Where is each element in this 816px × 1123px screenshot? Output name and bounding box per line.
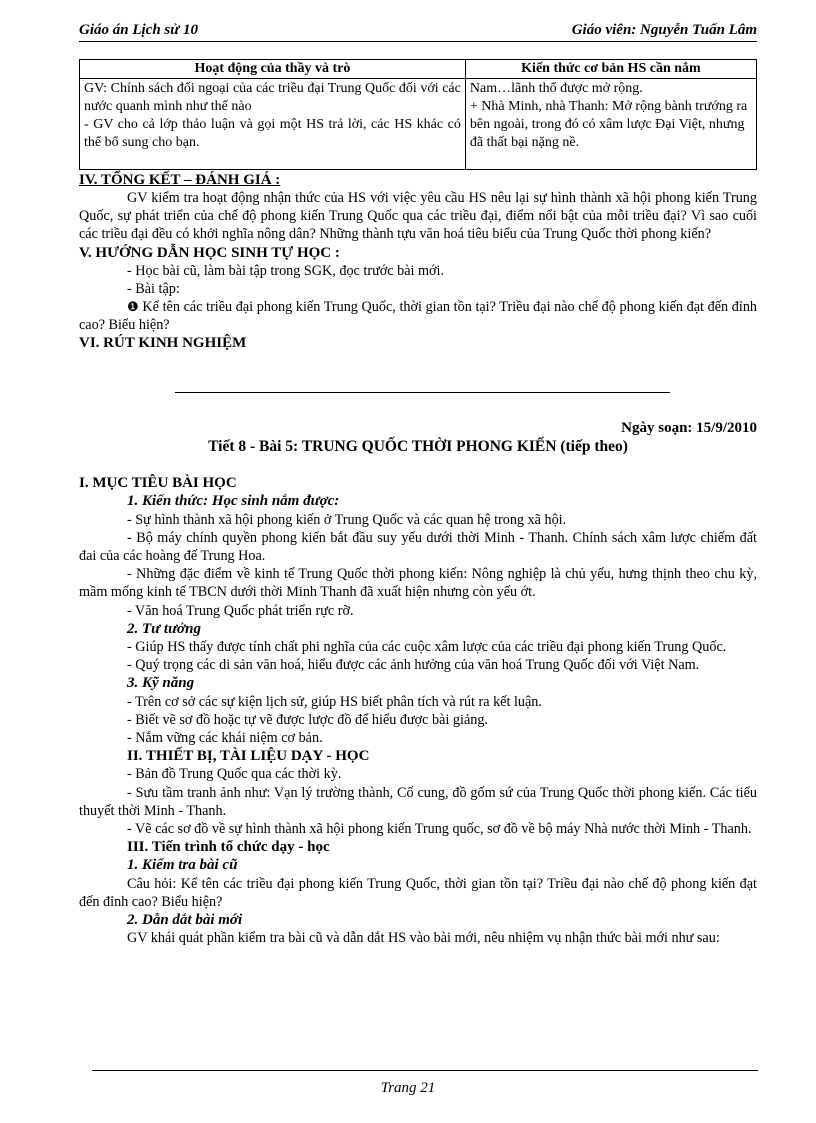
list-item: - Biết vẽ sơ đồ hoặc tự vẽ được lược đồ để hiểu được bài giảng. xyxy=(127,711,488,728)
list-item: - Quý trọng các di sản văn hoá, hiểu được các ảnh hưởng của văn hoá Trung Quốc đối với Việt Nam. xyxy=(127,657,700,674)
table-line: GV: Chính sách đối ngoại của các triều đại Trung Quốc đối với các nước quanh mình như thế nào xyxy=(84,81,461,114)
list-item: - Trên cơ sở các sự kiện lịch sử, giúp HS biết phân tích và rút ra kết luận. xyxy=(127,693,542,710)
lesson-title: Tiết 8 - Bài 5: TRUNG QUỐC THỜI PHONG KIẾN (tiếp theo) xyxy=(208,438,628,456)
table-line: - GV cho cả lớp thảo luận và gọi một HS trả lời, các HS khác có thể bổ sung cho bạn. xyxy=(84,117,461,150)
page-number: Trang 21 xyxy=(380,1080,436,1096)
list-item: - Vẽ các sơ đồ về sự hình thành xã hội phong kiến Trung quốc, sơ đồ về bộ máy Nhà nước thời Minh - Thanh. xyxy=(127,821,752,838)
page-header xyxy=(79,22,757,42)
list-item xyxy=(79,298,757,334)
exercise-text: Kể tên các triều đại phong kiến Trung Quốc, thời gian tồn tại? Triều đại nào chế độ phong kiến đạt đến đỉnh cao? Biểu hiện? xyxy=(79,299,758,334)
list-item: - Những đặc điểm về kinh tế Trung Quốc thời phong kiến: Nông nghiệp là chủ yếu, hưng thịnh theo chu kỳ, mầm mống kinh tế TBCN dưới thời Minh Thanh đã xuất hiện nhưng còn yếu ớt. xyxy=(79,566,757,601)
activity-table xyxy=(79,59,757,170)
list-item: - Sưu tầm tranh ảnh như: Vạn lý trường thành, Cố cung, đồ gốm sứ của Trung Quốc thời phong kiến. Các tiểu thuyết thời Minh - Thanh. xyxy=(79,784,757,819)
table-cell-knowledge xyxy=(465,79,756,170)
section-heading: IV. TỔNG KẾT – ĐÁNH GIÁ : xyxy=(79,172,281,188)
subsection-heading: 3. Kỹ năng xyxy=(127,675,195,692)
list-item: - Bài tập: xyxy=(127,280,180,297)
list-item: - Giúp HS thấy được tính chất phi nghĩa của các cuộc xâm lược của các triều đại phong kiến Trung Quốc. xyxy=(127,639,727,656)
list-item: - Bản đồ Trung Quốc qua các thời kỳ. xyxy=(127,766,342,783)
table-header-knowledge: Kiến thức cơ bản HS cần nắm xyxy=(465,60,756,79)
table-cell-activities xyxy=(80,79,466,170)
paragraph: GV kiểm tra hoạt động nhận thức của HS với việc yêu cầu HS nêu lại sự hình thành xã hội phong kiến Trung Quốc, sự phát triển của chế độ phong kiến Trung Quốc qua các triều đại, điểm nổi bật của mỗi triều đại? Vì sao cuối các triều đại đều có khởi nghĩa nông dân? Những thành tựu văn hoá tiêu biểu của Trung Quốc thời phong kiến? xyxy=(79,190,757,243)
list-item: - Học bài cũ, làm bài tập trong SGK, đọc trước bài mới. xyxy=(127,262,445,279)
prep-date: Ngày soạn: 15/9/2010 xyxy=(621,420,757,437)
list-item: - Sự hình thành xã hội phong kiến ở Trung Quốc và các quan hệ trong xã hội. xyxy=(127,511,567,528)
document-page xyxy=(79,22,757,948)
header-teacher: Giáo viên: Nguyễn Tuấn Lâm xyxy=(571,22,757,38)
section-heading: III. Tiến trình tổ chức dạy - học xyxy=(127,839,330,856)
section-heading: II. THIẾT BỊ, TÀI LIỆU DẠY - HỌC xyxy=(127,748,370,765)
list-item: - Văn hoá Trung Quốc phát triển rực rỡ. xyxy=(127,602,354,619)
table-line: Nam…lãnh thổ được mở rộng. xyxy=(469,81,643,96)
footer-line xyxy=(92,1070,758,1071)
question-text: Câu hỏi: Kể tên các triều đại phong kiến Trung Quốc, thời gian tồn tại? Triều đại nào chế độ phong kiến đạt đến đỉnh cao? Biểu hiện? xyxy=(79,875,757,910)
subsection-heading: 2. Dẫn dắt bài mới xyxy=(127,912,243,929)
bullet-icon: ❶ xyxy=(127,299,139,315)
subsection-heading: 2. Tư tưởng xyxy=(127,620,201,637)
table-header-activities: Hoạt động của thầy và trò xyxy=(80,60,466,79)
separator-line xyxy=(175,392,670,393)
table-line: + Nhà Minh, nhà Thanh: Mở rộng bành trướng ra bên ngoài, trong đó có xâm lược Đại Việt, nhưng đã thất bại nặng nề. xyxy=(469,99,748,150)
subsection-heading: 1. Kiểm tra bài cũ xyxy=(127,857,238,874)
subsection-heading: 1. Kiến thức: Học sinh nắm được: xyxy=(127,493,340,510)
section-heading: I. MỤC TIÊU BÀI HỌC xyxy=(79,475,237,492)
list-item: - Bộ máy chính quyền phong kiến bắt đầu suy yếu dưới thời Minh - Thanh. Chính sách xâm lược chiếm đất đai của các hoàng đế Trung Hoa. xyxy=(79,529,757,565)
list-item: - Nắm vững các khái niệm cơ bản. xyxy=(127,730,323,747)
paragraph: GV khái quát phần kiểm tra bài cũ và dẫn dắt HS vào bài mới, nêu nhiệm vụ nhận thức bài mới như sau: xyxy=(127,930,720,947)
section-heading: VI. RÚT KINH NGHIỆM xyxy=(79,335,247,352)
header-course: Giáo án Lịch sử 10 xyxy=(79,22,198,38)
section-heading: V. HƯỚNG DẪN HỌC SINH TỰ HỌC : xyxy=(79,244,340,261)
